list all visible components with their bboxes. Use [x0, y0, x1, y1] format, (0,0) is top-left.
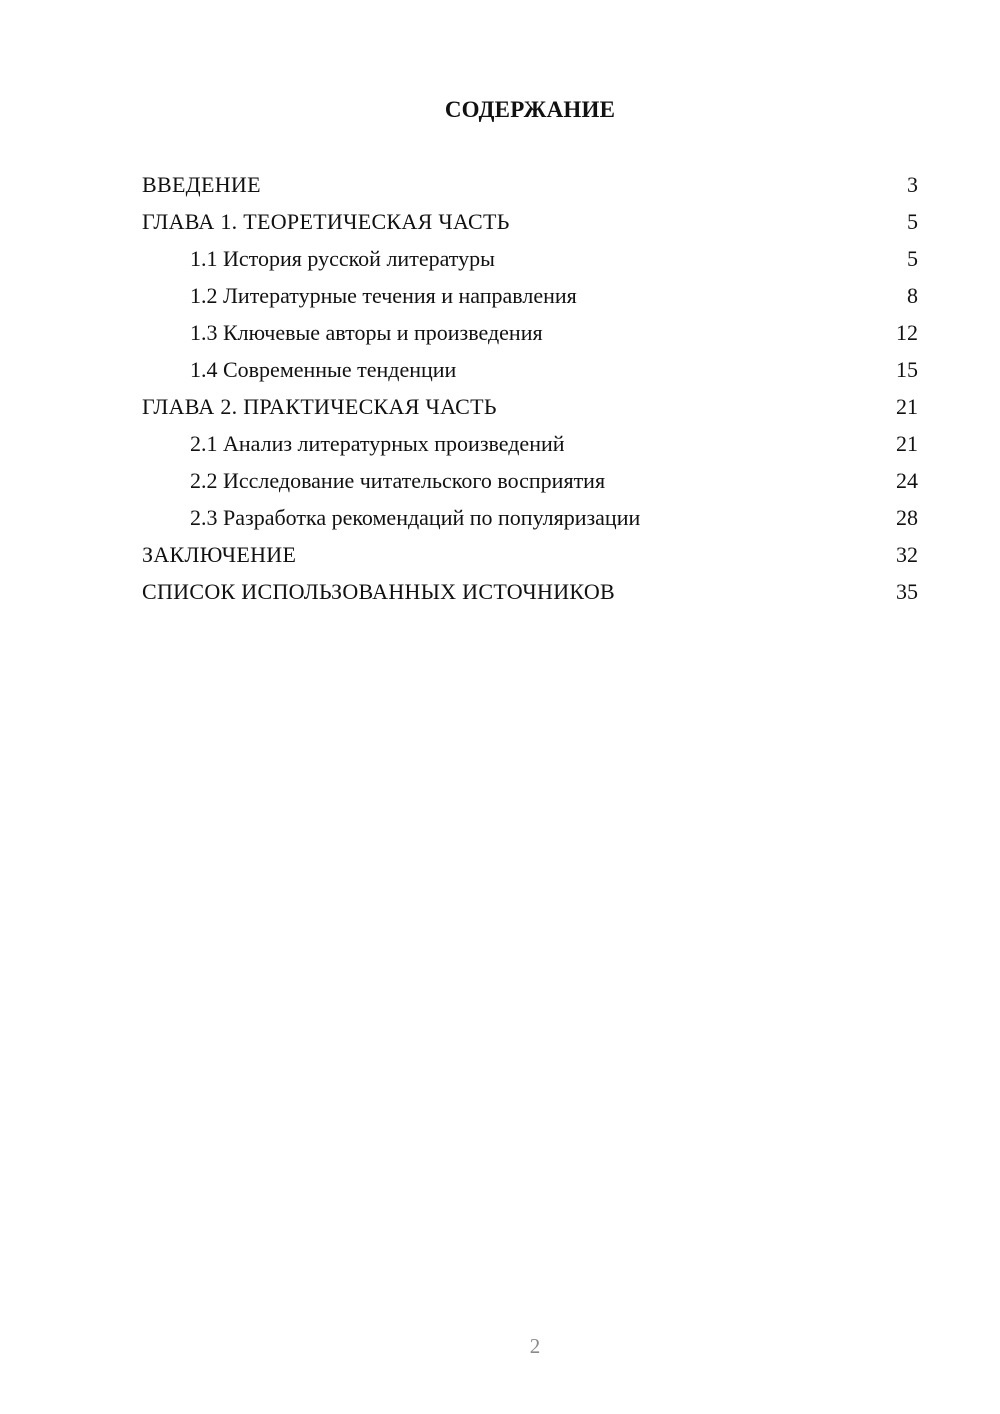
toc-entry-section-2-3[interactable]	[142, 499, 918, 536]
toc-entry-page-number: 8	[907, 283, 918, 308]
toc-entry-label: 1.1 История русской литературы	[190, 246, 495, 271]
toc-entry-page-number: 24	[896, 468, 918, 493]
toc-entry-label: 1.2 Литературные течения и направления	[190, 283, 577, 308]
toc-entry-chapter-2[interactable]	[142, 388, 918, 425]
toc-heading: СОДЕРЖАНИЕ	[444, 97, 616, 122]
toc-entry-label: 2.2 Исследование читательского восприятия	[190, 468, 606, 493]
toc-entry-label: ВВЕДЕНИЕ	[142, 172, 261, 197]
toc-entry-label: ГЛАВА 1. ТЕОРЕТИЧЕСКАЯ ЧАСТЬ	[142, 209, 510, 234]
toc-entry-section-1-4[interactable]	[142, 351, 918, 388]
toc-entry-label: СПИСОК ИСПОЛЬЗОВАННЫХ ИСТОЧНИКОВ	[142, 579, 615, 604]
toc-entry-section-1-2[interactable]	[142, 277, 918, 314]
toc-entry-label: 2.3 Разработка рекомендаций по популяризации	[190, 505, 641, 530]
toc-entry-page-number: 21	[896, 394, 918, 419]
toc-entry-section-2-1[interactable]	[142, 425, 918, 462]
toc-entry-introduction[interactable]	[142, 166, 918, 203]
toc-entry-page-number: 28	[896, 505, 918, 530]
toc-entry-conclusion[interactable]	[142, 536, 918, 573]
toc-entry-page-number: 3	[907, 172, 918, 197]
toc-entry-section-1-1[interactable]	[142, 240, 918, 277]
toc-entry-page-number: 5	[907, 209, 918, 234]
toc-entry-label: 1.4 Современные тенденции	[190, 357, 457, 382]
toc-entry-section-2-2[interactable]	[142, 462, 918, 499]
toc-entry-section-1-3[interactable]	[142, 314, 918, 351]
toc-entry-page-number: 5	[907, 246, 918, 271]
toc-entry-label: 2.1 Анализ литературных произведений	[190, 431, 565, 456]
toc-entry-label: ГЛАВА 2. ПРАКТИЧЕСКАЯ ЧАСТЬ	[142, 394, 497, 419]
toc-entry-chapter-1[interactable]	[142, 203, 918, 240]
toc-entry-page-number: 35	[896, 579, 918, 604]
toc-entry-page-number: 12	[896, 320, 918, 345]
page-number: 2	[529, 1334, 541, 1358]
toc-entry-references[interactable]	[142, 573, 918, 610]
toc-entry-page-number: 21	[896, 431, 918, 456]
toc-entry-page-number: 32	[896, 542, 918, 567]
toc-entry-label: 1.3 Ключевые авторы и произведения	[190, 320, 543, 345]
table-of-contents	[142, 166, 918, 610]
toc-entry-label: ЗАКЛЮЧЕНИЕ	[142, 542, 297, 567]
toc-entry-page-number: 15	[896, 357, 918, 382]
